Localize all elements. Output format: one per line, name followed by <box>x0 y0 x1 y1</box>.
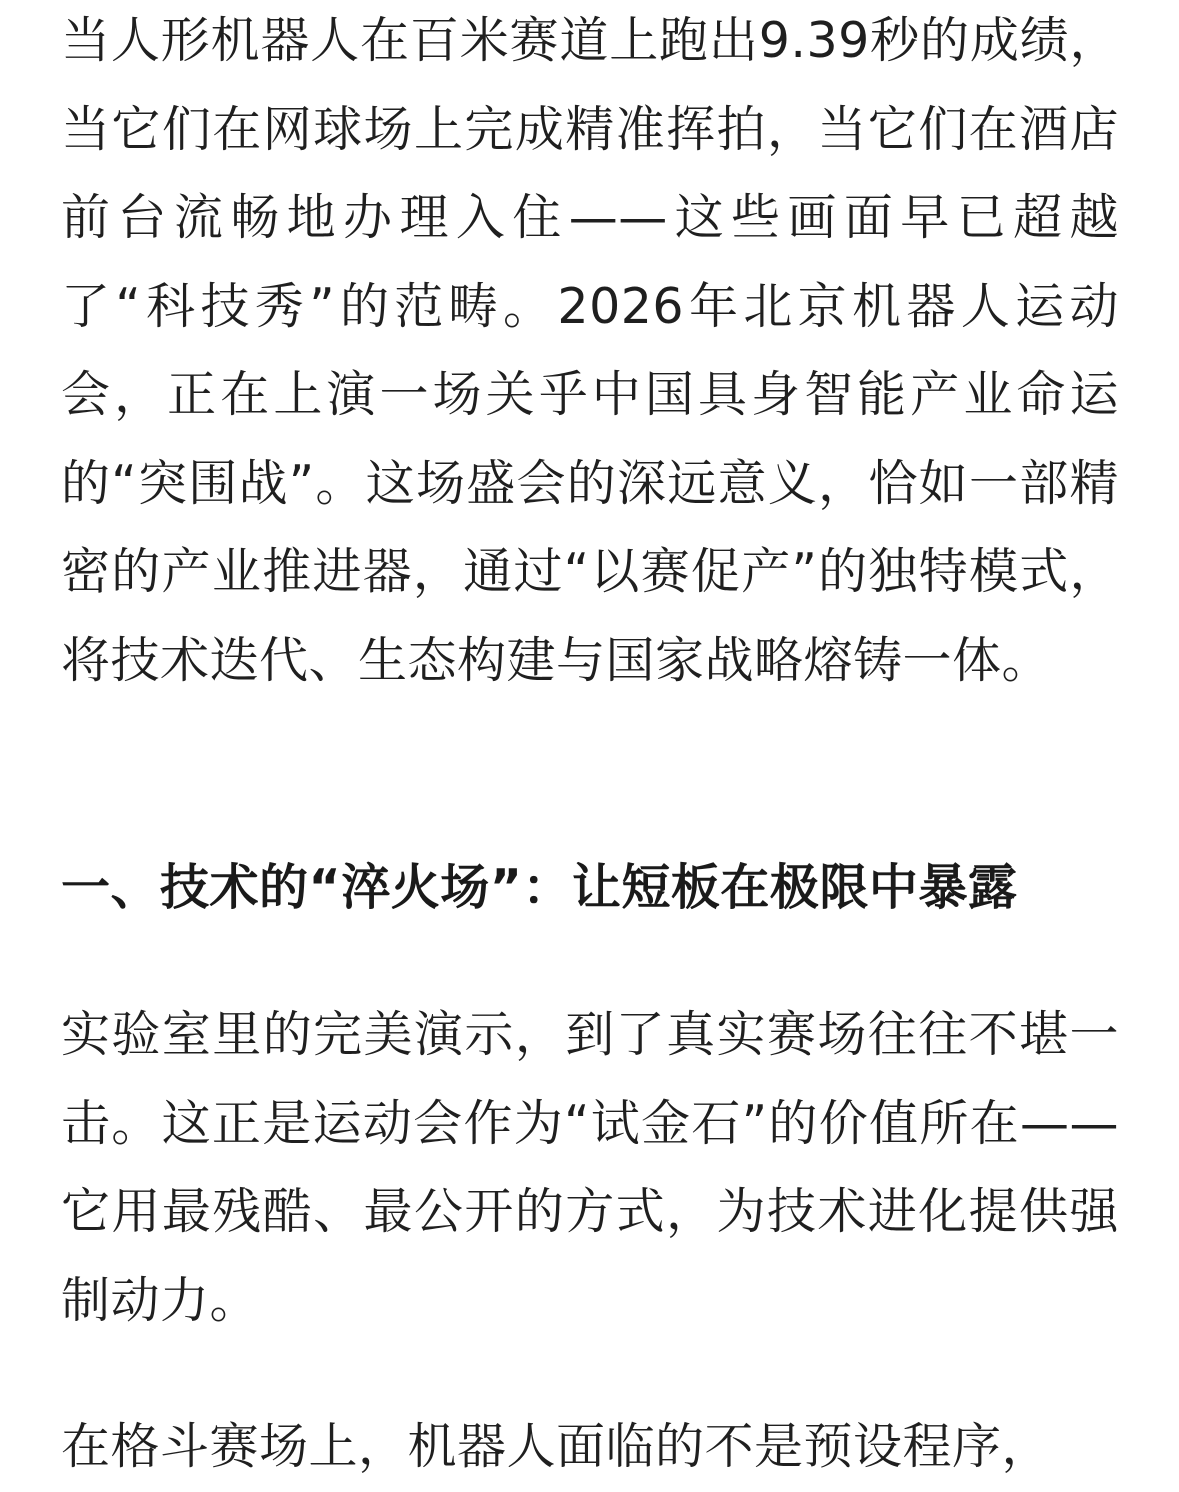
intro-paragraph: 当人形机器人在百米赛道上跑出9.39秒的成绩，当它们在网球场上完成精准挥拍，当它们在酒店前台流畅地办理入住——这些画面早已超越了“科技秀”的范畴。2026年北京机器人运动会，正在上演一场关乎中国具身智能产业命运的“突围战”。这场盛会的深远意义，恰如一部精密的产业推进器，通过“以赛促产”的独特模式，将技术迭代、生态构建与国家战略熔铸一体。 <box>61 12 1119 689</box>
section-heading: 一、技术的“淬火场”：让短板在极限中暴露 <box>61 859 1018 916</box>
body-paragraph: 实验室里的完美演示，到了真实赛场往往不堪一击。这正是运动会作为“试金石”的价值所在——它用最残酷、最公开的方式，为技术进化提供强制动力。 <box>61 1006 1119 1329</box>
body-paragraph-continued: 在格斗赛场上，机器人面临的不是预设程序， <box>61 1418 1052 1475</box>
